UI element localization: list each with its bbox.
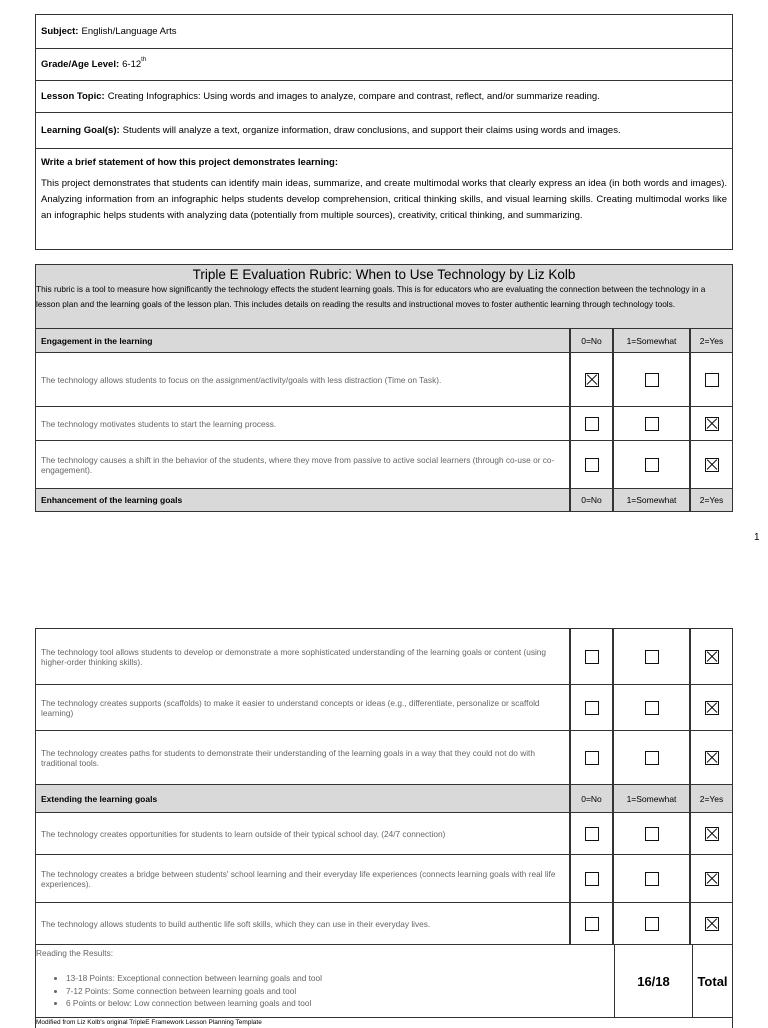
results-label: Reading the Results: (36, 948, 114, 958)
statement-text: This project demonstrates that students can identify main ideas, summarize, and create multimodal works that clearly express an idea (in both words and images). Analyzing information from an infographic helps students develop comprehension, critical thinking skills, and visual learning skills. Creating multimodal works like an infographic helps students with analyzing data (potentially from multiple sources), creativity, critical thinking, and summarizing. (41, 178, 727, 221)
score-cell (613, 440, 690, 488)
score-cell (570, 854, 613, 902)
score-cell (613, 730, 690, 784)
score-cell (570, 440, 613, 488)
checkbox[interactable] (585, 827, 599, 841)
checkbox[interactable] (645, 417, 659, 431)
criterion-text: The technology creates a bridge between students' school learning and their everyday life experiences (connects learning goals with real life experiences). (35, 854, 570, 902)
checkbox[interactable] (645, 458, 659, 472)
checked-checkbox[interactable] (705, 650, 719, 664)
score-cell (570, 730, 613, 784)
checkbox[interactable] (645, 701, 659, 715)
topic-row (35, 80, 733, 112)
checkbox[interactable] (645, 751, 659, 765)
rubric-title: Triple E Evaluation Rubric: When to Use Technology by Liz Kolb (192, 267, 576, 282)
statement-row (35, 148, 733, 250)
results-item: • 7-12 Points: Some connection between learning goals and tool (66, 985, 732, 998)
grade-value: 6-12 (122, 59, 142, 70)
column-header: 1=Somewhat (613, 328, 690, 352)
subject-value: English/Language Arts (81, 26, 177, 37)
checked-checkbox[interactable] (705, 751, 719, 765)
statement-label: Write a brief statement of how this project demonstrates learning: (41, 157, 339, 168)
score-cell (690, 440, 733, 488)
checkbox[interactable] (585, 417, 599, 431)
label: Lesson Topic: (41, 91, 105, 102)
checkbox[interactable] (645, 872, 659, 886)
score-cell (613, 902, 690, 944)
checked-checkbox[interactable] (705, 872, 719, 886)
checked-checkbox[interactable] (705, 458, 719, 472)
label: Subject: (41, 26, 79, 37)
checkbox[interactable] (585, 458, 599, 472)
score-cell (613, 406, 690, 440)
footer-note: Modified from Liz Kolb's original TripleE Framework Lesson Planning Template (35, 1018, 733, 1028)
score-cell (570, 406, 613, 440)
section-title: Engagement in the learning (35, 328, 570, 352)
criterion-text: The technology creates paths for students to demonstrate their understanding of the learning goals in a way that they could not do with traditional tools. (35, 730, 570, 784)
criterion-text: The technology causes a shift in the behavior of the students, where they move from passive to active social learners (through co-use or co-engagement). (35, 440, 570, 488)
checkbox[interactable] (645, 650, 659, 664)
column-header: 0=No (570, 784, 613, 812)
score-cell (570, 812, 613, 854)
score-cell (613, 684, 690, 730)
section-title: Extending the learning goals (35, 784, 570, 812)
checkbox[interactable] (585, 751, 599, 765)
criterion-text: The technology tool allows students to develop or demonstrate a more sophisticated understanding of the learning goals or content (using higher-order thinking skills). (35, 628, 570, 684)
column-header: 2=Yes (690, 784, 733, 812)
rubric-intro: This rubric is a tool to measure how significantly the technology effects the student learning goals. This is for educators who are evaluating the connection between the technology in a lesson plan and the learning goals of the lesson plan. This includes details on reading the results and instructional moves to foster authentic learning through technology tools. (36, 284, 706, 309)
section-title: Enhancement of the learning goals (35, 488, 570, 512)
checked-checkbox[interactable] (705, 827, 719, 841)
goal-row (35, 112, 733, 148)
score-cell (570, 902, 613, 944)
score-cell (613, 812, 690, 854)
checkbox[interactable] (705, 373, 719, 387)
score-cell (690, 628, 733, 684)
score-cell (570, 684, 613, 730)
checkbox[interactable] (585, 917, 599, 931)
score-cell (690, 854, 733, 902)
results-item: • 6 Points or below: Low connection between learning goals and tool (66, 997, 732, 1010)
criterion-text: The technology allows students to focus on the assignment/activity/goals with less distraction (Time on Task). (35, 352, 570, 406)
criterion-text: The technology creates opportunities for students to learn outside of their typical school day. (24/7 connection) (35, 812, 570, 854)
checked-checkbox[interactable] (705, 917, 719, 931)
column-header: 2=Yes (690, 488, 733, 512)
column-header: 0=No (570, 328, 613, 352)
score-cell (570, 352, 613, 406)
column-header: 1=Somewhat (613, 488, 690, 512)
score-cell (690, 406, 733, 440)
score-cell (690, 684, 733, 730)
checkbox[interactable] (585, 701, 599, 715)
rubric-header (35, 264, 733, 328)
page-number: 1 (754, 532, 760, 543)
checkbox[interactable] (645, 917, 659, 931)
criterion-text: The technology allows students to build authentic life soft skills, which they can use in their everyday lives. (35, 902, 570, 944)
label: Grade/Age Level: (41, 59, 120, 70)
score-cell (690, 352, 733, 406)
checkbox[interactable] (645, 373, 659, 387)
column-header: 1=Somewhat (613, 784, 690, 812)
criterion-text: The technology motivates students to start the learning process. (35, 406, 570, 440)
score-cell (690, 902, 733, 944)
checkbox[interactable] (585, 872, 599, 886)
score-cell (690, 730, 733, 784)
subject-row (35, 14, 733, 48)
label: Learning Goal(s): (41, 125, 120, 136)
grade-row (35, 48, 733, 80)
checked-checkbox[interactable] (585, 373, 599, 387)
checkbox[interactable] (585, 650, 599, 664)
criterion-text: The technology creates supports (scaffolds) to make it easier to understand concepts or ideas (e.g., differentiate, personalize or scaffold learning) (35, 684, 570, 730)
grade-sup: th (141, 57, 147, 63)
total-score: 16/18 (614, 945, 693, 1017)
score-cell (613, 352, 690, 406)
results-item: • 13-18 Points: Exceptional connection between learning goals and tool (66, 972, 732, 985)
score-cell (570, 628, 613, 684)
topic-value: Creating Infographics: Using words and images to analyze, compare and contrast, reflect, and/or summarize reading. (107, 91, 600, 102)
goal-value: Students will analyze a text, organize information, draw conclusions, and support their claims using words and images. (122, 125, 621, 136)
checked-checkbox[interactable] (705, 701, 719, 715)
total-label: Total (697, 973, 728, 989)
score-cell (613, 854, 690, 902)
score-cell (690, 812, 733, 854)
score-cell (613, 628, 690, 684)
checkbox[interactable] (645, 827, 659, 841)
checked-checkbox[interactable] (705, 417, 719, 431)
results-row (35, 944, 733, 1018)
column-header: 2=Yes (690, 328, 733, 352)
column-header: 0=No (570, 488, 613, 512)
